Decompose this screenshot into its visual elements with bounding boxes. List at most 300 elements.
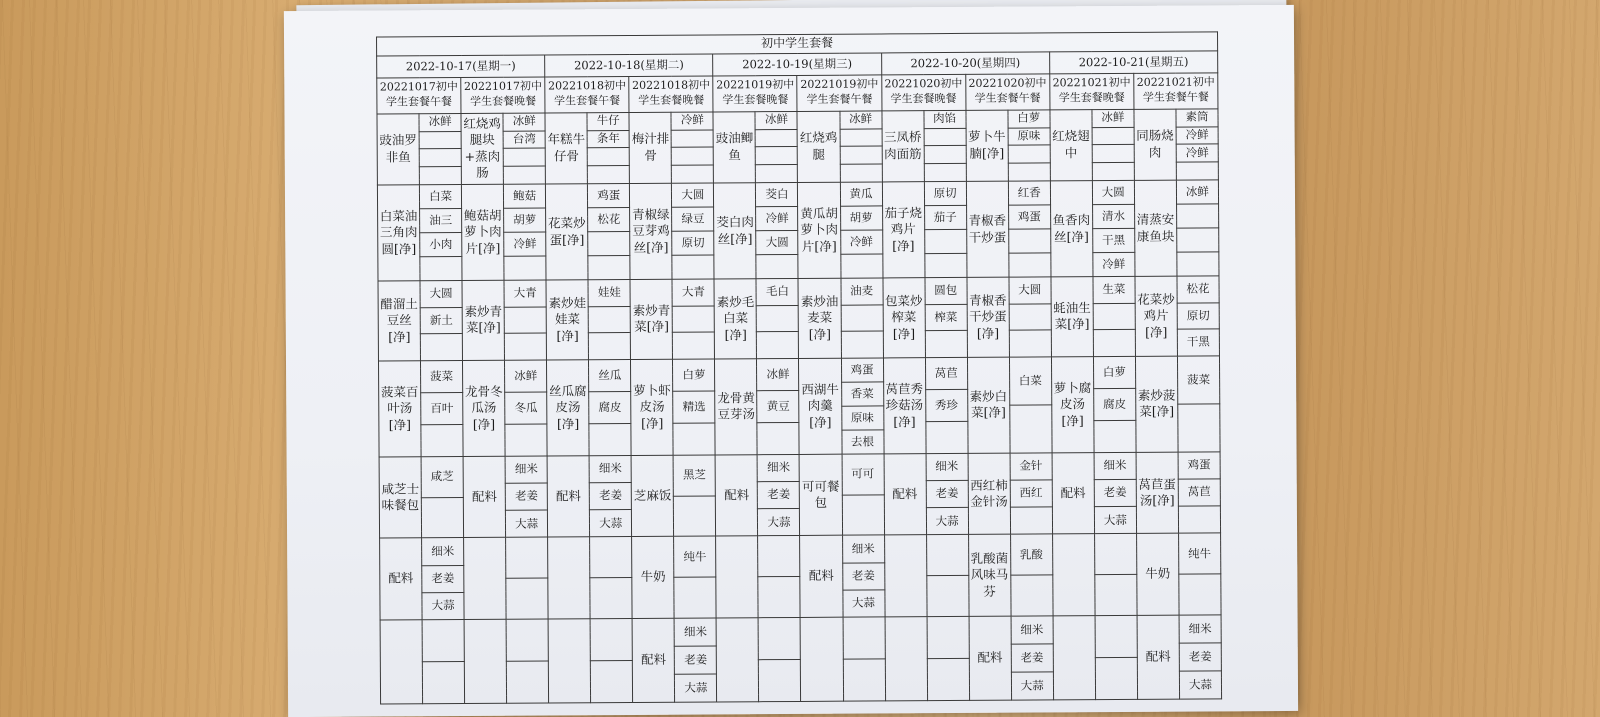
ingredient-cell — [422, 619, 464, 661]
dish-cell: 青椒绿豆芽鸡丝[净] — [630, 183, 673, 279]
dish-cell: 花菜炒鸡片[净] — [1135, 276, 1178, 356]
ingredient-cell — [590, 537, 632, 578]
dish-cell: 配料 — [969, 616, 1012, 700]
ingredient-cell — [1179, 574, 1221, 615]
dish-cell: 配料 — [800, 536, 843, 618]
ingredient-cell: 大圆 — [1009, 277, 1051, 304]
dish-cell: 配料 — [715, 454, 758, 536]
ingredient-cell — [1011, 575, 1053, 616]
ingredient-cell: 鲍菇 — [504, 184, 546, 208]
ingredient-cell — [1092, 145, 1134, 163]
ingredient-cell: 纯牛 — [1178, 533, 1220, 574]
dish-cell: 莴苣秀珍菇汤[净] — [883, 357, 926, 453]
ingredient-cell: 纯牛 — [674, 536, 716, 577]
ingredient-cell — [1009, 253, 1051, 277]
meal-row — [377, 73, 1218, 114]
ingredient-cell: 鸡蛋 — [1008, 205, 1050, 229]
dish-cell: 包菜炒榨菜[净] — [883, 278, 926, 358]
ingredient-cell: 白菜 — [419, 185, 461, 209]
ingredient-cell: 老姜 — [1011, 644, 1053, 672]
ingredient-cell: 冷鲜 — [504, 232, 546, 256]
ingredient-cell: 菠菜 — [1177, 356, 1219, 404]
ingredient-cell — [504, 307, 546, 334]
dish-cell: 蚝油生菜[净] — [1051, 277, 1094, 357]
ingredient-cell — [421, 497, 463, 538]
day-date-header: 2022-10-17(星期一) — [377, 55, 545, 77]
ingredient-cell: 丝瓜 — [589, 359, 631, 391]
dish-cell — [716, 618, 759, 702]
ingredient-cell — [589, 423, 631, 455]
ingredient-cell: 胡萝 — [504, 208, 546, 232]
ingredient-cell: 大蒜 — [422, 592, 464, 619]
ingredient-cell — [421, 424, 463, 456]
dish-cell: 莴苣蛋汤[净] — [1136, 452, 1179, 534]
meal-header: 20221020初中学生套餐午餐 — [965, 74, 1049, 110]
ingredient-cell — [758, 577, 800, 618]
ingredient-cell — [757, 422, 799, 454]
ingredient-cell — [672, 306, 714, 333]
ingredient-cell: 素筒 — [1176, 109, 1218, 127]
ingredient-cell: 台湾 — [503, 130, 545, 148]
dish-cell: 花菜炒蛋[净] — [546, 184, 589, 280]
ingredient-cell — [1176, 162, 1218, 180]
ingredient-cell — [673, 423, 715, 455]
dish-cell: 丝瓜腐皮汤[净] — [547, 360, 590, 456]
ingredient-cell: 细米 — [1094, 452, 1136, 479]
ingredient-cell: 松花 — [588, 208, 630, 232]
ingredient-cell: 白萝 — [1093, 356, 1135, 388]
ingredient-cell: 细米 — [422, 538, 464, 565]
menu-table — [376, 31, 1222, 704]
ingredient-cell: 细米 — [842, 535, 884, 562]
dish-cell: 素炒白菜[净] — [967, 357, 1010, 453]
ingredient-cell — [925, 331, 967, 358]
ingredient-cell — [925, 421, 967, 453]
ingredient-cell — [756, 129, 798, 147]
ingredient-cell — [840, 164, 882, 182]
ingredient-cell — [588, 256, 630, 280]
dish-cell — [884, 535, 927, 617]
dish-cell: 素炒青菜[净] — [630, 279, 673, 359]
dish-cell: 醋溜土豆丝[净] — [378, 281, 421, 361]
ingredient-cell: 大圆 — [672, 183, 714, 207]
ingredient-cell — [505, 424, 547, 456]
day-date-header: 2022-10-21(星期五) — [1049, 51, 1217, 73]
dish-cell: 配料 — [547, 455, 590, 537]
dish-cell: 西湖牛肉羹[净] — [799, 358, 842, 454]
ingredient-cell: 圆包 — [925, 278, 967, 305]
ingredient-cell: 油麦 — [841, 278, 883, 305]
dish-cell: 茄子烧鸡片[净] — [882, 182, 925, 278]
ingredient-cell: 鸡蛋 — [588, 184, 630, 208]
ingredient-cell — [671, 129, 713, 147]
dish-cell: 牛奶 — [1136, 533, 1179, 615]
ingredient-cell — [588, 306, 630, 333]
dish-cell — [548, 619, 591, 703]
ingredient-cell: 鸡蛋 — [841, 358, 883, 382]
ingredient-cell — [588, 232, 630, 256]
ingredient-cell: 黄瓜 — [840, 182, 882, 206]
ingredient-cell — [420, 334, 462, 361]
ingredient-cell: 干黑 — [1177, 329, 1219, 356]
ingredient-cell — [1010, 507, 1052, 534]
ingredient-cell: 大蒜 — [1094, 507, 1136, 534]
ingredient-cell: 莴苣 — [1178, 479, 1220, 506]
ingredient-cell: 精选 — [673, 391, 715, 423]
ingredient-cell — [1176, 204, 1218, 228]
dish-cell: 萝卜腐皮汤[净] — [1051, 356, 1094, 452]
dish-cell: 菠菜百叶汤[净] — [378, 361, 421, 457]
ingredient-cell: 腐皮 — [1093, 388, 1135, 420]
ingredient-cell: 冰鲜 — [757, 358, 799, 390]
dish-cell: 素炒青菜[净] — [462, 280, 505, 360]
ingredient-cell: 细米 — [505, 456, 547, 483]
ingredient-cell: 大蒜 — [1179, 671, 1221, 700]
meal-header: 20221021初中学生套餐午餐 — [1134, 73, 1218, 109]
ingredient-cell: 冰鲜 — [1092, 109, 1134, 127]
dish-cell — [464, 619, 507, 703]
ingredient-cell — [587, 148, 629, 166]
ingredient-cell: 冷鲜 — [1093, 252, 1135, 276]
menu-sheet — [376, 31, 1222, 704]
dish-cell: 可可餐包 — [800, 454, 843, 536]
ingredient-cell — [841, 305, 883, 332]
ingredient-cell — [842, 494, 884, 535]
ingredient-cell: 白萝 — [673, 359, 715, 391]
ingredient-cell: 白萝 — [1008, 110, 1050, 128]
ingredient-cell: 金针 — [1010, 453, 1052, 480]
ingredient-cell — [672, 147, 714, 165]
ingredient-cell — [419, 167, 461, 185]
dish-cell: 配料 — [1052, 452, 1095, 534]
meal-header: 20221018初中学生套餐晚餐 — [629, 76, 713, 112]
dish-cell — [548, 537, 591, 619]
meal-header: 20221017初中学生套餐晚餐 — [461, 77, 545, 113]
ingredient-cell — [1095, 657, 1137, 700]
meal-header: 20221017初中学生套餐午餐 — [377, 77, 461, 113]
dish-cell: 素炒毛白菜[净] — [714, 279, 757, 359]
meal-header: 20221018初中学生套餐午餐 — [545, 76, 629, 112]
ingredient-cell — [506, 537, 548, 578]
ingredient-cell: 松花 — [1177, 276, 1219, 303]
dish-cell: 配料 — [884, 453, 927, 535]
ingredient-cell — [841, 331, 883, 358]
ingredient-cell: 冰鲜 — [755, 111, 797, 129]
meal-header: 20221020初中学生套餐晚餐 — [881, 74, 965, 110]
dish-cell: 青椒香干炒蛋 — [966, 181, 1009, 277]
ingredient-cell: 白菜 — [1009, 357, 1051, 405]
ingredient-cell: 肉馅 — [924, 110, 966, 128]
ingredient-cell: 榨菜 — [925, 304, 967, 331]
ingredient-cell: 毛白 — [756, 279, 798, 306]
ingredient-cell — [840, 128, 882, 146]
ingredient-cell: 胡萝 — [840, 206, 882, 230]
ingredient-cell — [840, 254, 882, 278]
ingredient-cell: 新土 — [420, 307, 462, 334]
ingredient-cell — [758, 536, 800, 577]
ingredient-cell: 绿豆 — [672, 207, 714, 231]
dish-cell: 红烧鸡腿块+蒸肉肠 — [461, 113, 503, 185]
ingredient-cell: 原切 — [1177, 303, 1219, 330]
ingredient-cell — [1092, 163, 1134, 181]
ingredient-cell — [757, 332, 799, 359]
ingredient-cell: 大圆 — [1092, 180, 1134, 204]
ingredient-cell — [1095, 615, 1137, 657]
ingredient-cell: 原味 — [841, 406, 883, 430]
ingredient-cell: 冷鲜 — [1176, 126, 1218, 144]
dish-cell: 萝卜虾皮汤[净] — [631, 359, 674, 455]
ingredient-cell: 原切 — [672, 231, 714, 255]
ingredient-cell — [1093, 330, 1135, 357]
day-date-header: 2022-10-18(星期二) — [545, 54, 713, 76]
ingredient-cell — [1093, 303, 1135, 330]
ingredient-cell: 细米 — [589, 455, 631, 482]
ingredient-cell — [590, 578, 632, 619]
ingredient-cell — [1178, 506, 1220, 533]
ingredient-cell: 老姜 — [505, 483, 547, 510]
ingredient-cell: 鸡蛋 — [1178, 452, 1220, 479]
ingredient-cell: 秀珍 — [925, 389, 967, 421]
ingredient-cell: 冰鲜 — [505, 360, 547, 392]
dish-cell: 萝卜牛腩[净] — [966, 110, 1008, 182]
meal-header: 20221019初中学生套餐晚餐 — [713, 75, 797, 111]
ingredient-cell — [840, 146, 882, 164]
ingredient-cell: 老姜 — [842, 562, 884, 589]
dish-cell — [464, 538, 507, 620]
ingredient-cell — [843, 659, 885, 702]
ingredient-cell: 菠菜 — [421, 360, 463, 392]
ingredient-cell: 大蒜 — [926, 508, 968, 535]
ingredient-cell — [1094, 534, 1136, 575]
menu-title: 初中学生套餐 — [377, 32, 1218, 57]
dish-cell — [380, 620, 423, 704]
ingredient-cell — [506, 661, 548, 704]
ingredient-cell — [1095, 575, 1137, 616]
dish-cell — [716, 536, 759, 618]
ingredient-cell — [674, 577, 716, 618]
ingredient-cell: 茭白 — [756, 183, 798, 207]
ingredient-cell: 可可 — [842, 454, 884, 495]
ingredient-cell — [924, 230, 966, 254]
ingredient-cell — [503, 148, 545, 166]
ingredient-cell: 冬瓜 — [505, 392, 547, 424]
ingredient-cell — [674, 496, 716, 537]
ingredient-cell — [843, 617, 885, 659]
dish-cell: 龙骨冬瓜汤[净] — [463, 360, 506, 456]
ingredient-cell: 娃娃 — [588, 280, 630, 307]
day-date-header: 2022-10-19(星期三) — [713, 53, 881, 75]
ingredient-cell — [759, 659, 801, 702]
ingredient-cell: 油三 — [420, 209, 462, 233]
ingredient-cell: 冰鲜 — [839, 111, 881, 129]
ingredient-cell: 生菜 — [1093, 276, 1135, 303]
dish-cell: 素炒菠菜[净] — [1135, 356, 1178, 452]
ingredient-cell — [419, 131, 461, 149]
ingredient-cell — [1008, 163, 1050, 181]
ingredient-cell: 干黑 — [1092, 228, 1134, 252]
ingredient-cell: 老姜 — [422, 565, 464, 592]
dish-cell: 茭白肉丝[净] — [714, 183, 757, 279]
ingredient-cell — [926, 576, 968, 617]
ingredient-cell: 细米 — [757, 454, 799, 481]
ingredient-cell: 大圆 — [756, 231, 798, 255]
ingredient-cell — [758, 617, 800, 659]
ingredient-cell — [1009, 405, 1051, 453]
day-date-header: 2022-10-20(星期四) — [881, 52, 1049, 74]
ingredient-cell: 清水 — [1092, 204, 1134, 228]
ingredient-cell — [506, 578, 548, 619]
dish-cell: 豉油鲫鱼 — [713, 111, 755, 183]
ingredient-cell: 大蒜 — [506, 510, 548, 537]
ingredient-cell: 大青 — [672, 279, 714, 306]
ingredient-cell: 大蒜 — [675, 674, 717, 703]
ingredient-cell: 大圆 — [420, 281, 462, 308]
ingredient-cell — [756, 147, 798, 165]
dish-cell: 同肠烧肉 — [1134, 109, 1176, 181]
ingredient-cell: 冷鲜 — [756, 207, 798, 231]
ingredient-cell — [589, 333, 631, 360]
ingredient-cell — [1008, 145, 1050, 163]
ingredient-cell — [927, 616, 969, 658]
ingredient-cell: 冷鲜 — [671, 112, 713, 130]
ingredient-cell — [591, 660, 633, 703]
ingredient-cell: 大蒜 — [590, 510, 632, 537]
ingredient-cell — [756, 165, 798, 183]
ingredient-cell — [673, 332, 715, 359]
dish-cell: 咸芝士味餐包 — [379, 457, 422, 539]
dish-cell: 黄瓜胡萝卜肉片[净] — [798, 182, 841, 278]
ingredient-cell — [503, 166, 545, 184]
ingredient-cell — [1094, 420, 1136, 452]
dish-cell: 青椒香干炒蛋[净] — [967, 277, 1010, 357]
ingredient-cell: 老姜 — [758, 481, 800, 508]
dish-cell: 清蒸安康鱼块 — [1134, 180, 1177, 276]
meal-header: 20221019初中学生套餐午餐 — [797, 75, 881, 111]
dish-cell: 乳酸菌风味马芬 — [968, 534, 1011, 616]
ingredient-cell: 茄子 — [924, 206, 966, 230]
dish-cell: 红烧鸡腿 — [797, 111, 839, 183]
ingredient-cell: 大蒜 — [1011, 672, 1053, 701]
dish-cell: 鲍菇胡萝卜肉片[净] — [462, 184, 505, 280]
dish-cell: 豉油罗非鱼 — [377, 113, 419, 185]
ingredient-cell — [926, 535, 968, 576]
dish-cell: 年糕牛仔骨 — [545, 112, 587, 184]
ingredient-cell — [420, 257, 462, 281]
ingredient-cell: 老姜 — [589, 482, 631, 509]
dish-cell: 配料 — [632, 618, 675, 702]
ingredient-cell: 冷鲜 — [840, 230, 882, 254]
ingredient-cell — [1178, 404, 1220, 452]
ingredient-cell — [1092, 127, 1134, 145]
dish-cell: 红烧翅中 — [1050, 109, 1092, 181]
ingredient-cell: 老姜 — [1179, 643, 1221, 671]
ingredient-cell: 黑芝 — [673, 455, 715, 496]
ingredient-cell — [588, 166, 630, 184]
ingredient-cell — [924, 146, 966, 164]
dish-cell — [801, 617, 844, 701]
dish-cell: 梅汁排骨 — [629, 112, 671, 184]
ingredient-cell — [924, 164, 966, 182]
dish-cell: 配料 — [1137, 615, 1180, 699]
ingredient-cell: 腐皮 — [589, 391, 631, 423]
ingredient-cell: 百叶 — [421, 392, 463, 424]
dish-cell: 西红柿金针汤 — [968, 453, 1011, 535]
dish-cell: 三凤桥肉面筋 — [882, 110, 924, 182]
ingredient-cell — [504, 256, 546, 280]
ingredient-cell — [757, 305, 799, 332]
ingredient-cell: 小肉 — [420, 233, 462, 257]
ingredient-cell — [1009, 304, 1051, 331]
ingredient-cell — [672, 255, 714, 279]
ingredient-cell: 细米 — [1011, 616, 1053, 644]
dish-cell: 白菜油三角肉圆[净] — [377, 185, 420, 281]
ingredient-cell — [1177, 228, 1219, 252]
dish-cell — [1052, 534, 1095, 616]
ingredient-cell: 黄豆 — [757, 390, 799, 422]
ingredient-cell — [672, 165, 714, 183]
ingredient-cell: 莴苣 — [925, 357, 967, 389]
menu-paper — [284, 5, 1298, 717]
dish-cell: 配料 — [380, 538, 423, 620]
ingredient-cell: 细米 — [1179, 615, 1221, 643]
ingredient-cell: 老姜 — [1094, 479, 1136, 506]
ingredient-cell: 条年 — [587, 130, 629, 148]
ingredient-cell — [927, 658, 969, 701]
ingredient-cell: 原味 — [1008, 127, 1050, 145]
ingredient-cell: 老姜 — [926, 480, 968, 507]
ingredient-cell — [924, 254, 966, 278]
ingredient-cell — [504, 333, 546, 360]
ingredient-cell: 老姜 — [675, 646, 717, 674]
ingredient-cell: 香菜 — [841, 382, 883, 406]
ingredient-cell: 冷鲜 — [1176, 144, 1218, 162]
ingredient-cell — [590, 618, 632, 660]
dish-cell: 龙骨黄豆芽汤 — [715, 358, 758, 454]
ingredient-cell — [419, 149, 461, 167]
meal-header: 20221021初中学生套餐晚餐 — [1050, 73, 1134, 109]
dish-cell: 鱼香肉丝[净] — [1050, 181, 1093, 277]
ingredient-cell — [506, 619, 548, 661]
ingredient-cell: 乳酸 — [1010, 534, 1052, 575]
ingredient-cell: 去根 — [841, 430, 883, 454]
ingredient-cell: 冰鲜 — [1176, 180, 1218, 204]
ingredient-cell — [1009, 330, 1051, 357]
dish-cell: 芝麻饭 — [631, 455, 674, 537]
dish-cell: 配料 — [463, 456, 506, 538]
ingredient-cell: 原切 — [924, 182, 966, 206]
ingredient-cell: 冰鲜 — [503, 113, 545, 131]
dish-cell: 素炒油麦菜[净] — [798, 278, 841, 358]
ingredient-cell: 细米 — [926, 453, 968, 480]
ingredient-cell: 大蒜 — [758, 509, 800, 536]
ingredient-cell: 牛仔 — [587, 112, 629, 130]
ingredient-cell: 大蒜 — [842, 590, 884, 617]
dish-cell: 牛奶 — [632, 537, 675, 619]
ingredient-cell: 咸芝 — [421, 456, 463, 497]
ingredient-cell — [1008, 229, 1050, 253]
ingredient-cell: 冰鲜 — [419, 113, 461, 131]
ingredient-cell — [924, 128, 966, 146]
ingredient-cell — [756, 255, 798, 279]
ingredient-cell — [1177, 252, 1219, 276]
ingredient-cell: 大青 — [504, 280, 546, 307]
ingredient-cell: 西红 — [1010, 480, 1052, 507]
ingredient-cell: 红香 — [1008, 181, 1050, 205]
ingredient-cell — [422, 661, 464, 704]
dish-cell: 素炒娃娃菜[净] — [546, 280, 589, 360]
dish-cell — [1053, 616, 1096, 700]
dish-cell — [885, 617, 928, 701]
